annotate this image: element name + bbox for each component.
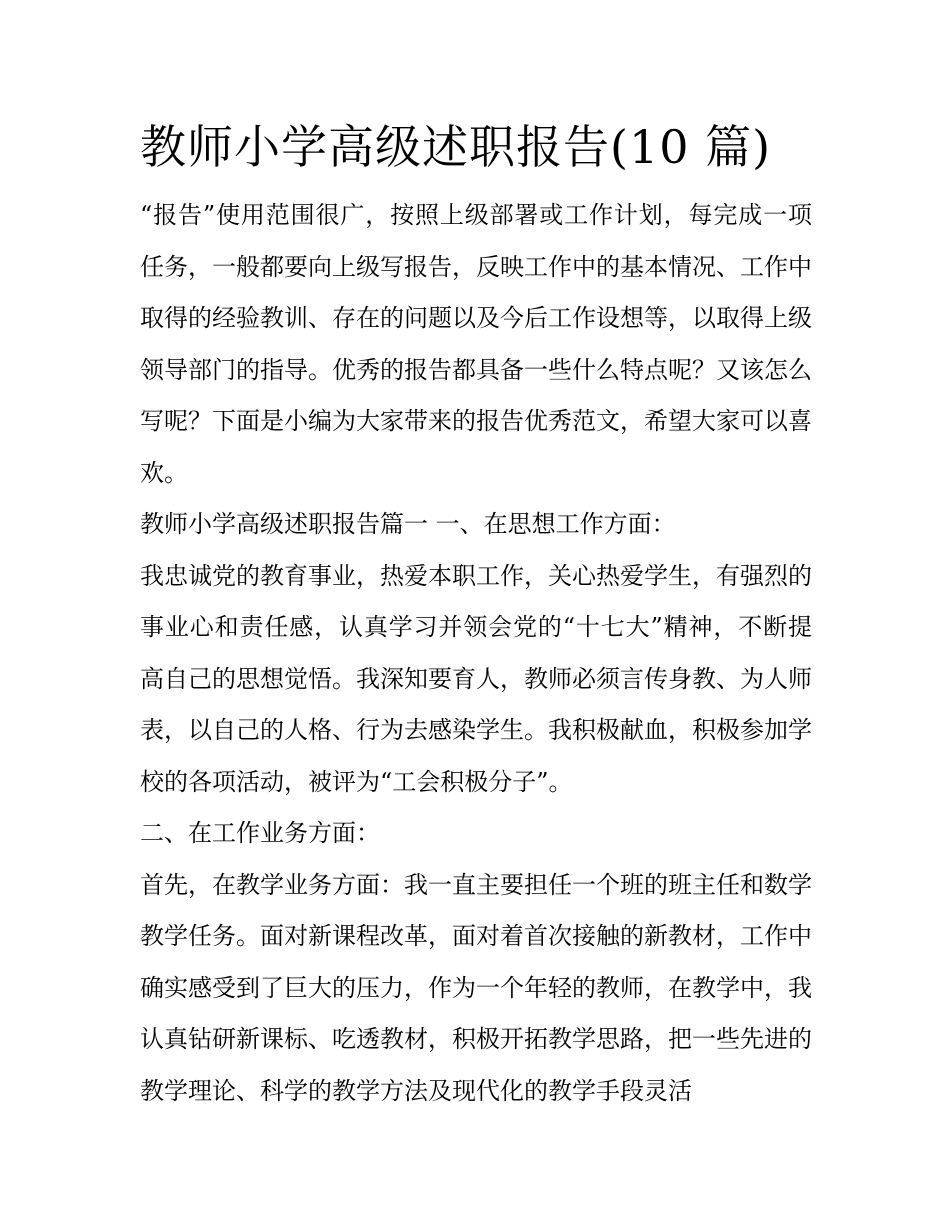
thought-work-paragraph: 我忠诚党的教育事业，热爱本职工作，关心热爱学生，有强烈的事业心和责任感，认真学习并领会党的“十七大”精神，不断提高自己的思想觉悟。我深知要育人，教师必须言传身教、为人师表，以自己的人格、行为去感染学生。我积极献血，积极参加学校的各项活动，被评为“工会积极分子”。: [140, 561, 812, 796]
intro-paragraph: “报告”使用范围很广，按照上级部署或工作计划，每完成一项任务，一般都要向上级写报告，反映工作中的基本情况、工作中取得的经验教训、存在的问题以及今后工作设想等，以取得上级领导部门的指导。优秀的报告都具备一些什么特点呢？又该怎么写呢？下面是小编为大家带来的报告优秀范文，希望大家可以喜欢。: [140, 201, 812, 487]
document-page: [140, 110, 812, 1117]
section-heading-1: 教师小学高级述职报告篇一 一、在思想工作方面：: [140, 510, 676, 538]
teaching-work-paragraph: 首先，在教学业务方面：我一直主要担任一个班的班主任和数学教学任务。面对新课程改革，面对着首次接触的新教材，工作中确实感受到了巨大的压力，作为一个年轻的教师，在教学中，我认真钻研新课标、吃透教材，积极开拓教学思路，把一些先进的教学理论、科学的教学方法及现代化的教学手段灵活: [140, 870, 812, 1105]
section-heading-2: 二、在工作业务方面：: [140, 819, 380, 847]
document-title: 教师小学高级述职报告(10 篇): [140, 120, 772, 174]
